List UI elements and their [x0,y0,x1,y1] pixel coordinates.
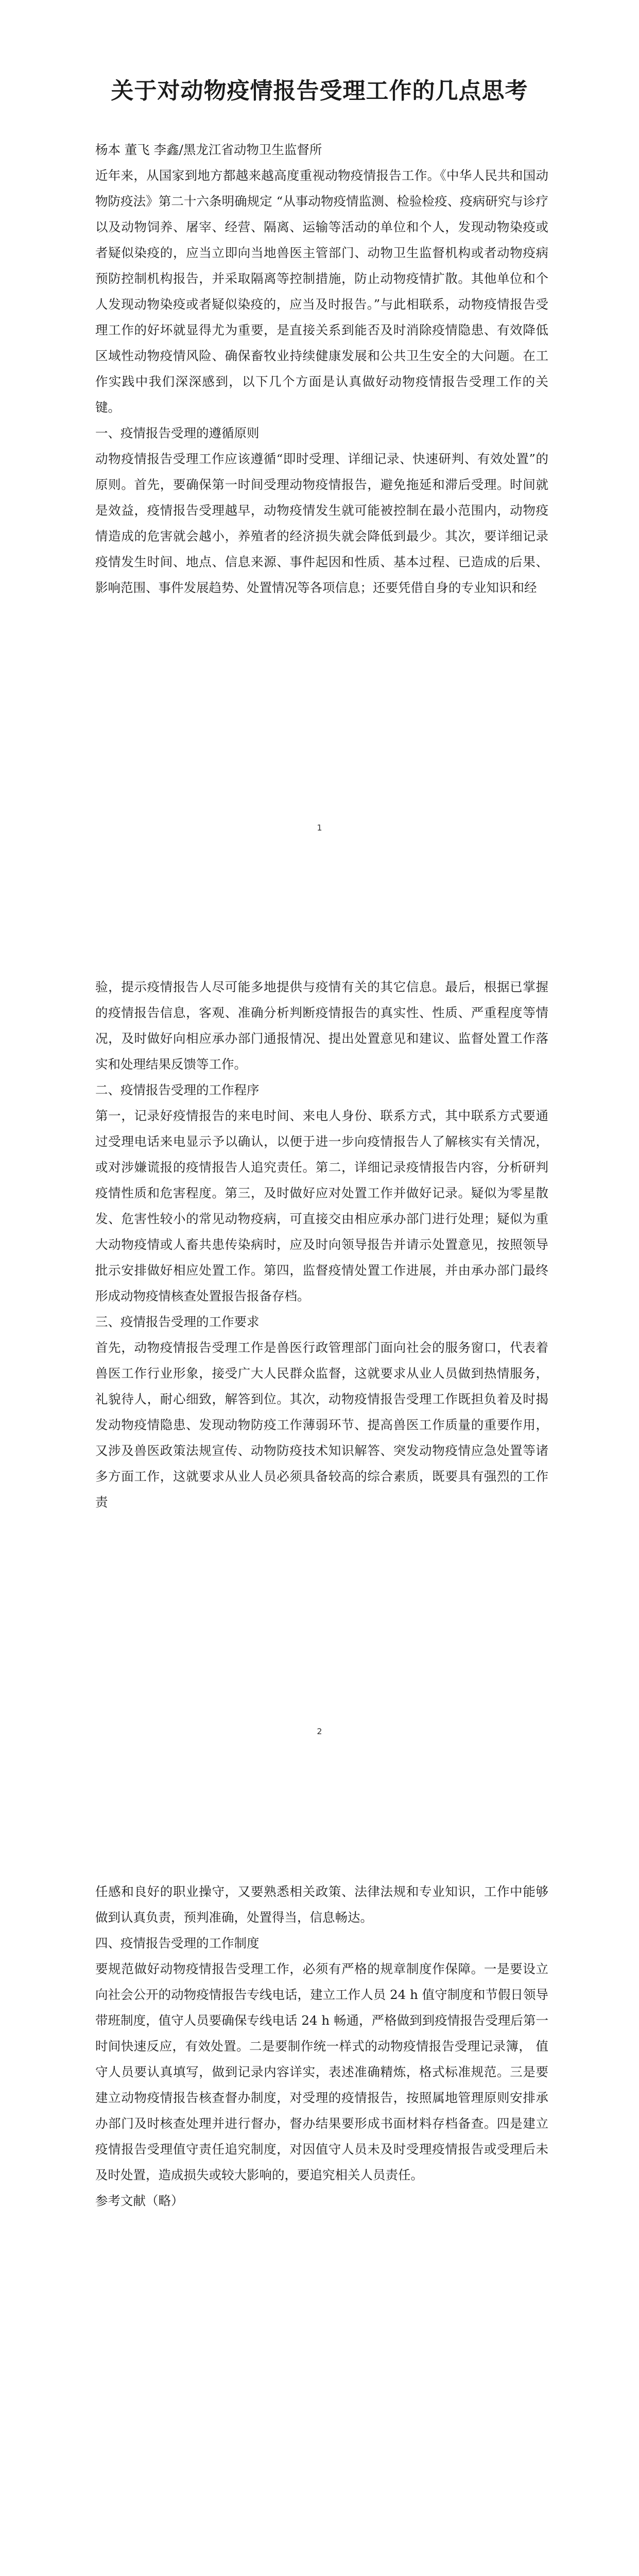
section-heading-2: 二、疫情报告受理的工作程序 [95,1082,260,1097]
paragraph-intro: 近年来，从国家到地方都越来越高度重视动物疫情报告工作。《中华人民共和国动物防疫法》第二十六条明确规定 “从事动物疫情监测、检验检疫、疫病研究与诊疗以及动物饲养、屠宰、经营、隔离、运输等活动的单位和个人，发现动物染疫或者疑似染疫的，应当立即向当地兽医主管部门、动物卫生监督机构或者动物疫病预防控制机构报告，并采取隔离等控制措施，防止动物疫情扩散。其他单位和个人发现动物染疫或者疑似染疫的，应当及时报告。”与此相联系，动物疫情报告受理工作的好坏就显得尤为重要，是直接关系到能否及时消除疫情隐患、有效降低区域性动物疫情风险、确保畜牧业持续健康发展和公共卫生安全的大问题。在工作实践中我们深深感到，以下几个方面是认真做好动物疫情报告受理工作的关键。 [95,168,548,415]
author-line: 杨本 董飞 李鑫/黑龙江省动物卫生监督所 [95,142,322,157]
page-1 [0,0,639,904]
section-heading-3: 三、疫情报告受理的工作要求 [95,1314,260,1329]
document-title: 关于对动物疫情报告受理工作的几点思考 [111,78,528,104]
references-note: 参考文献（略） [95,2193,184,2208]
paragraph-principles: 动物疫情报告受理工作应该遵循“即时受理、详细记录、快速研判、有效处置”的原则。首先，要确保第一时间受理动物疫情报告，避免拖延和滞后受理。时间就是效益，疫情报告受理越早，动物疫情发生就可能被控制在最小范围内，动物疫情造成的危害就会越小，养殖者的经济损失就会降低到最少。其次，要详细记录疫情发生时间、地点、信息来源、事件起因和性质、基本过程、已造成的后果、影响范围、事件发展趋势、处置情况等各项信息；还要凭借自身的专业知识和经 [95,451,548,595]
section-heading-1: 一、疫情报告受理的遵循原则 [95,426,260,440]
paragraph-requirements: 首先，动物疫情报告受理工作是兽医行政管理部门面向社会的服务窗口，代表着兽医工作行业形象，接受广大人民群众监督，这就要求从业人员做到热情服务，礼貌待人，耐心细致，解答到位。其次，动物疫情报告受理工作既担负着及时揭发动物疫情隐患、发现动物防疫工作薄弱环节、提高兽医工作质量的重要作用，又涉及兽医政策法规宣传、动物防疫技术知识解答、突发动物疫情应急处置等诸多方面工作，这就要求从业人员必须具备较高的综合素质，既要具有强烈的工作责 [95,1340,548,1510]
page-2 [0,904,639,1807]
page-number-2: 2 [317,1726,322,1736]
section-heading-4: 四、疫情报告受理的工作制度 [95,1936,260,1951]
page-3-body [95,1879,548,2214]
page-number-1: 1 [317,823,322,833]
paragraph-procedure: 第一，记录好疫情报告的来电时间、来电人身份、联系方式，其中联系方式要通过受理电话来电显示予以确认，以便于进一步向疫情报告人了解核实有关情况，或对涉嫌谎报的疫情报告人追究责任。第二，详细记录疫情报告内容，分析研判疫情性质和危害程度。第三，及时做好应对处置工作并做好记录。疑似为零星散发、危害性较小的常见动物疫病，可直接交由相应承办部门进行处理；疑似为重大动物疫情或人畜共患传染病时，应及时向领导报告并请示处置意见，按照领导批示安排做好相应处置工作。第四，监督疫情处置工作进展，并由承办部门最终形成动物疫情核查处置报告报备存档。 [95,1108,548,1303]
paragraph-principles-cont: 验，提示疫情报告人尽可能多地提供与疫情有关的其它信息。最后，根据已掌握的疫情报告信息，客观、准确分析判断疫情报告的真实性、性质、严重程度等情况，及时做好向相应承办部门通报情况、提出处置意见和建议、监督处置工作落实和处理结果反馈等工作。 [95,979,548,1072]
page-3 [0,1807,639,2576]
page-2-body [95,974,548,1515]
paragraph-system: 要规范做好动物疫情报告受理工作，必须有严格的规章制度作保障。一是要设立向社会公开的动物疫情报告专线电话，建立工作人员 24 h 值守制度和节假日领导带班制度，值守人员要确保专线电话 24 h 畅通，严格做到到疫情报告受理后第一时间快速反应，有效处置。二是要制作统一样式的动物疫情报告受理记录簿， 值守人员要认真填写，做到记录内容详实，表述准确精炼，格式标准规范。三是要建立动物疫情报告核查督办制度，对受理的疫情报告，按照属地管理原则安排承办部门及时核查处理并进行督办，督办结果要形成书面材料存档备查。四是建立疫情报告受理值守责任追究制度，对因值守人员未及时受理疫情报告或受理后未及时处置，造成损失或较大影响的，要追究相关人员责任。 [95,1961,548,2182]
paragraph-requirements-cont: 任感和良好的职业操守，又要熟悉相关政策、法律法规和专业知识，工作中能够做到认真负责，预判准确，处置得当，信息畅达。 [95,1884,548,1925]
page-1-body [95,137,548,601]
